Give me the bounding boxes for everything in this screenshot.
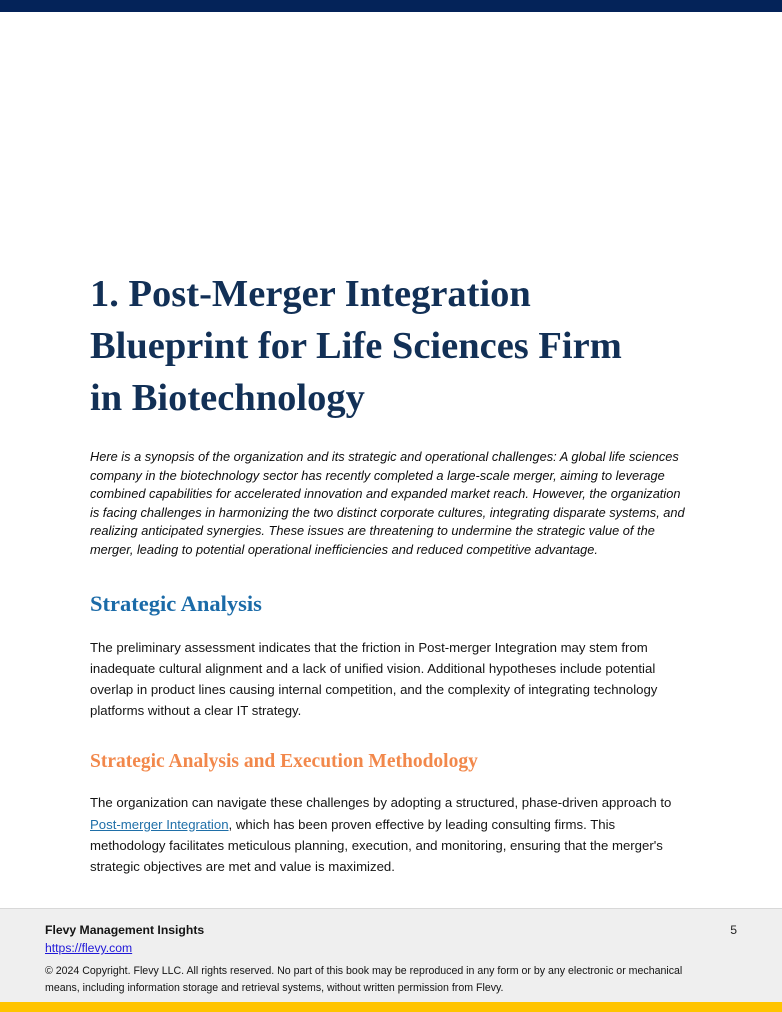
footer-brand-label: Flevy Management Insights <box>45 923 205 937</box>
section-heading-strategic-analysis: Strategic Analysis <box>90 590 262 616</box>
page-canvas <box>0 12 782 908</box>
bottom-accent-band <box>0 1002 782 1012</box>
page-content <box>90 268 690 877</box>
section-heading-execution-methodology: Strategic Analysis and Execution Methodology <box>90 751 478 773</box>
page-footer <box>0 908 782 1003</box>
body-text-after-link: , which has been proven effective by leading consulting firms. This methodology facilitates meticulous planning, execution, and monitoring, ensuring that the merger's strategic objectives are met and value is maximized. <box>90 816 663 874</box>
section-body-execution-methodology <box>90 792 690 877</box>
footer-top-row <box>45 922 737 957</box>
page-number: 5 <box>730 923 737 937</box>
footer-website-link[interactable]: https://flevy.com <box>45 941 133 955</box>
copyright-notice: © 2024 Copyright. Flevy LLC. All rights reserved. No part of this book may be reproduced in any form or by any electronic or mechanical means, including information storage and retrieval systems, without written permission from Flevy. <box>45 965 683 994</box>
body-text-before-link: The organization can navigate these challenges by adopting a structured, phase-driven approach to <box>90 795 672 811</box>
top-accent-band <box>0 0 782 12</box>
synopsis-paragraph: Here is a synopsis of the organization and its strategic and operational challenges: A global life sciences company in the biotechnology sector has recently completed a large-scale merger, aiming to leverage combined capabilities for accelerated innovation and expanded market reach. However, the organization is facing challenges in harmonizing the two distinct corporate cultures, integrating disparate systems, and realizing anticipated synergies. These issues are threatening to undermine the strategic value of the merger, leading to potential operational inefficiencies and reduced competitive advantage. <box>90 449 685 557</box>
page-title: 1. Post-Merger Integration Blueprint for Life Sciences Firm in Biotechnology <box>90 273 622 419</box>
section-body-strategic-analysis: The preliminary assessment indicates that the friction in Post-merger Integration may stem from inadequate cultural alignment and a lack of unified vision. Additional hypotheses include potential overlap in product lines causing internal competition, and the complexity of integrating technology platforms without a clear IT strategy. <box>90 639 658 719</box>
post-merger-integration-link[interactable]: Post-merger Integration <box>90 816 229 832</box>
